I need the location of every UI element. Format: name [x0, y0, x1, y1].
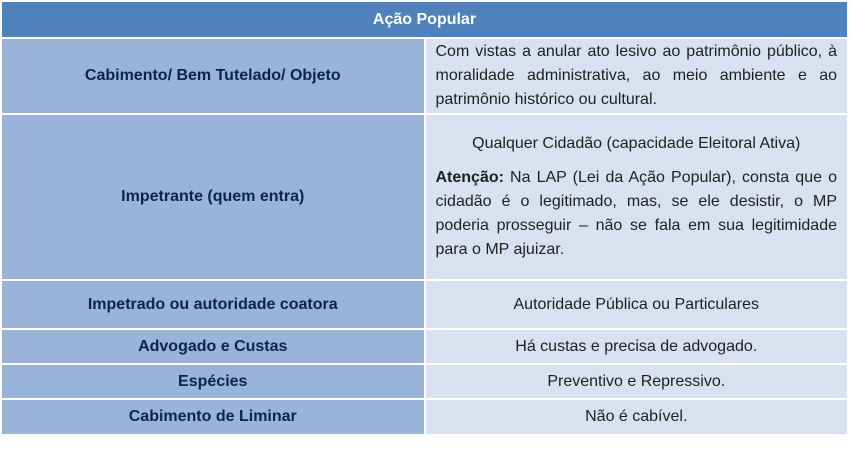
row-label: Espécies: [1, 364, 425, 399]
table-row-impetrado: [1, 280, 848, 329]
row-label: Impetrado ou autoridade coatora: [1, 280, 425, 329]
row-value: Autoridade Pública ou Particulares: [425, 280, 849, 329]
attention-note: [436, 166, 838, 262]
table-row-cabimento: [1, 38, 848, 114]
table-header-row: [1, 1, 848, 38]
table-row-liminar: [1, 399, 848, 435]
table-row-especies: [1, 364, 848, 399]
attention-label: Atenção:: [435, 169, 504, 186]
row-label: Cabimento de Liminar: [1, 399, 425, 435]
row-value: Preventivo e Repressivo.: [425, 364, 849, 399]
row-label: Cabimento/ Bem Tutelado/ Objeto: [1, 38, 425, 114]
impetrante-main-text: Qualquer Cidadão (capacidade Eleitoral Ativa): [472, 135, 801, 152]
table-row-impetrante: [1, 114, 848, 280]
row-label: Advogado e Custas: [1, 329, 425, 364]
row-label: Impetrante (quem entra): [1, 114, 425, 280]
attention-text: Na LAP (Lei da Ação Popular), consta que o cidadão é o legitimado, mas, se ele desistir, o MP poderia prosseguir – não se fala em sua legitimidade para o MP ajuizar.: [435, 169, 837, 258]
table-title: Ação Popular: [1, 1, 848, 38]
row-value: Com vistas a anular ato lesivo ao patrimônio público, à moralidade administrativa, ao meio ambiente e ao patrimônio histórico ou cultural.: [425, 38, 849, 114]
row-value: Há custas e precisa de advogado.: [425, 329, 849, 364]
row-value: Não é cabível.: [425, 399, 849, 435]
row-value: [425, 114, 849, 280]
table-row-advogado: [1, 329, 848, 364]
